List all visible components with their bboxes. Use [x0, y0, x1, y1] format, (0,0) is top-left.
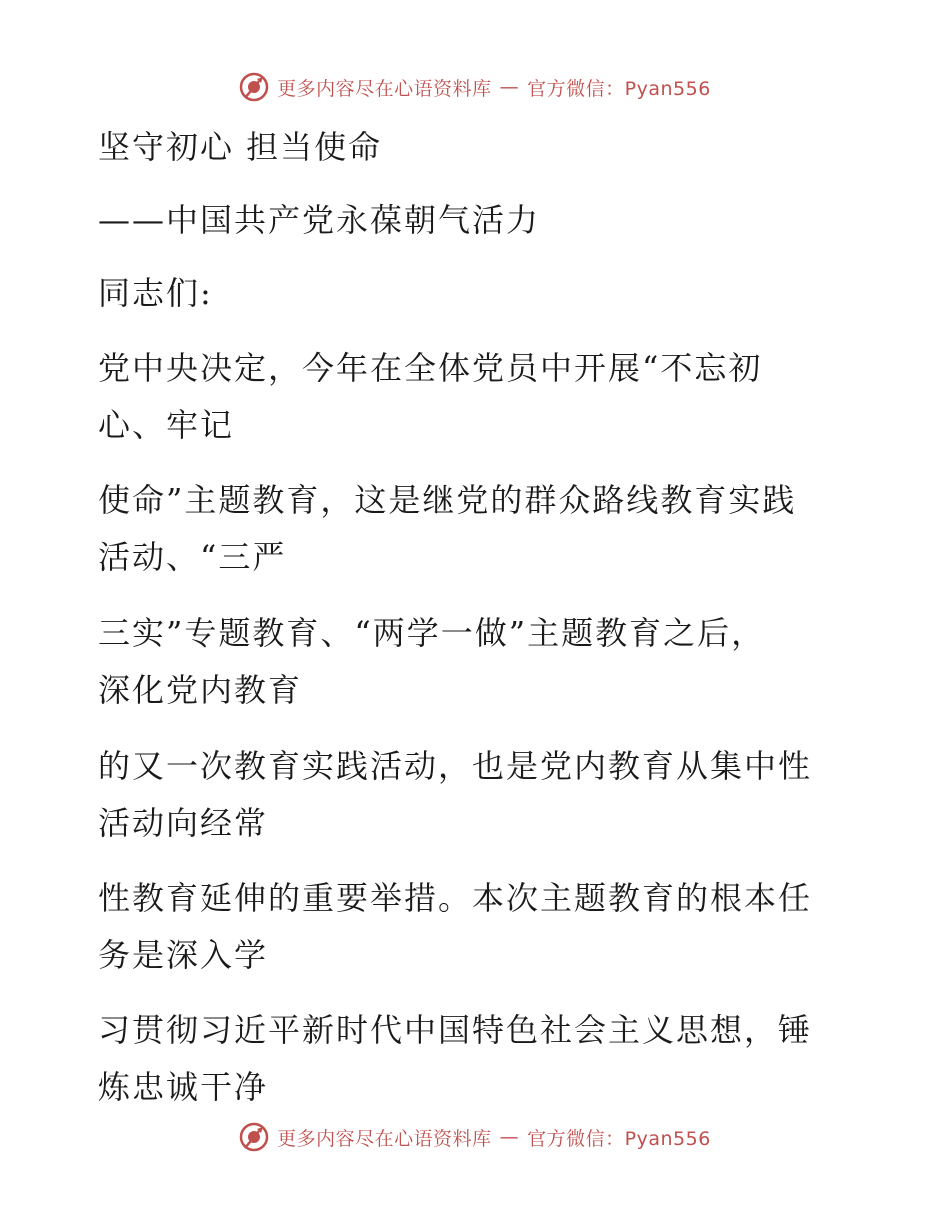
document-line: 习贯彻习近平新时代中国特色社会主义思想，锤: [98, 1011, 813, 1049]
footer-banner: [0, 1122, 950, 1152]
document-line: 深化党内教育: [98, 671, 303, 709]
banner-brand-text: 更多内容尽在心语资料库: [277, 1127, 492, 1150]
banner-wechat-text: 官方微信：Pyan556: [527, 77, 711, 100]
pen-logo-icon: [239, 72, 269, 102]
document-line: 的又一次教育实践活动，也是党内教育从集中性: [98, 747, 813, 785]
document-line: 炼忠诚干净: [98, 1068, 269, 1106]
document-line: 三实”专题教育、“两学一做”主题教育之后，: [98, 614, 766, 652]
document-subtitle: ——中国共产党永葆朝气活力: [98, 201, 541, 239]
document-line: 党中央决定，今年在全体党员中开展“不忘初: [98, 349, 763, 387]
banner-wechat-text: 官方微信：Pyan556: [527, 1127, 711, 1150]
banner-separator: —: [499, 1126, 520, 1148]
document-line: 性教育延伸的重要举措。本次主题教育的根本任: [98, 879, 813, 917]
pen-logo-icon: [239, 1122, 269, 1152]
document-line: 使命”主题教育，这是继党的群众路线教育实践: [98, 481, 797, 519]
banner-brand-text: 更多内容尽在心语资料库: [277, 77, 492, 100]
document-line: 活动、“三严: [98, 538, 287, 576]
banner-separator: —: [499, 76, 520, 98]
document-line: 心、牢记: [98, 406, 235, 444]
document-line: 活动向经常: [98, 804, 269, 842]
document-title: 坚守初心 担当使命: [98, 128, 383, 166]
document-salutation: 同志们:: [98, 274, 213, 312]
document-line: 务是深入学: [98, 936, 269, 974]
header-banner: [0, 72, 950, 102]
